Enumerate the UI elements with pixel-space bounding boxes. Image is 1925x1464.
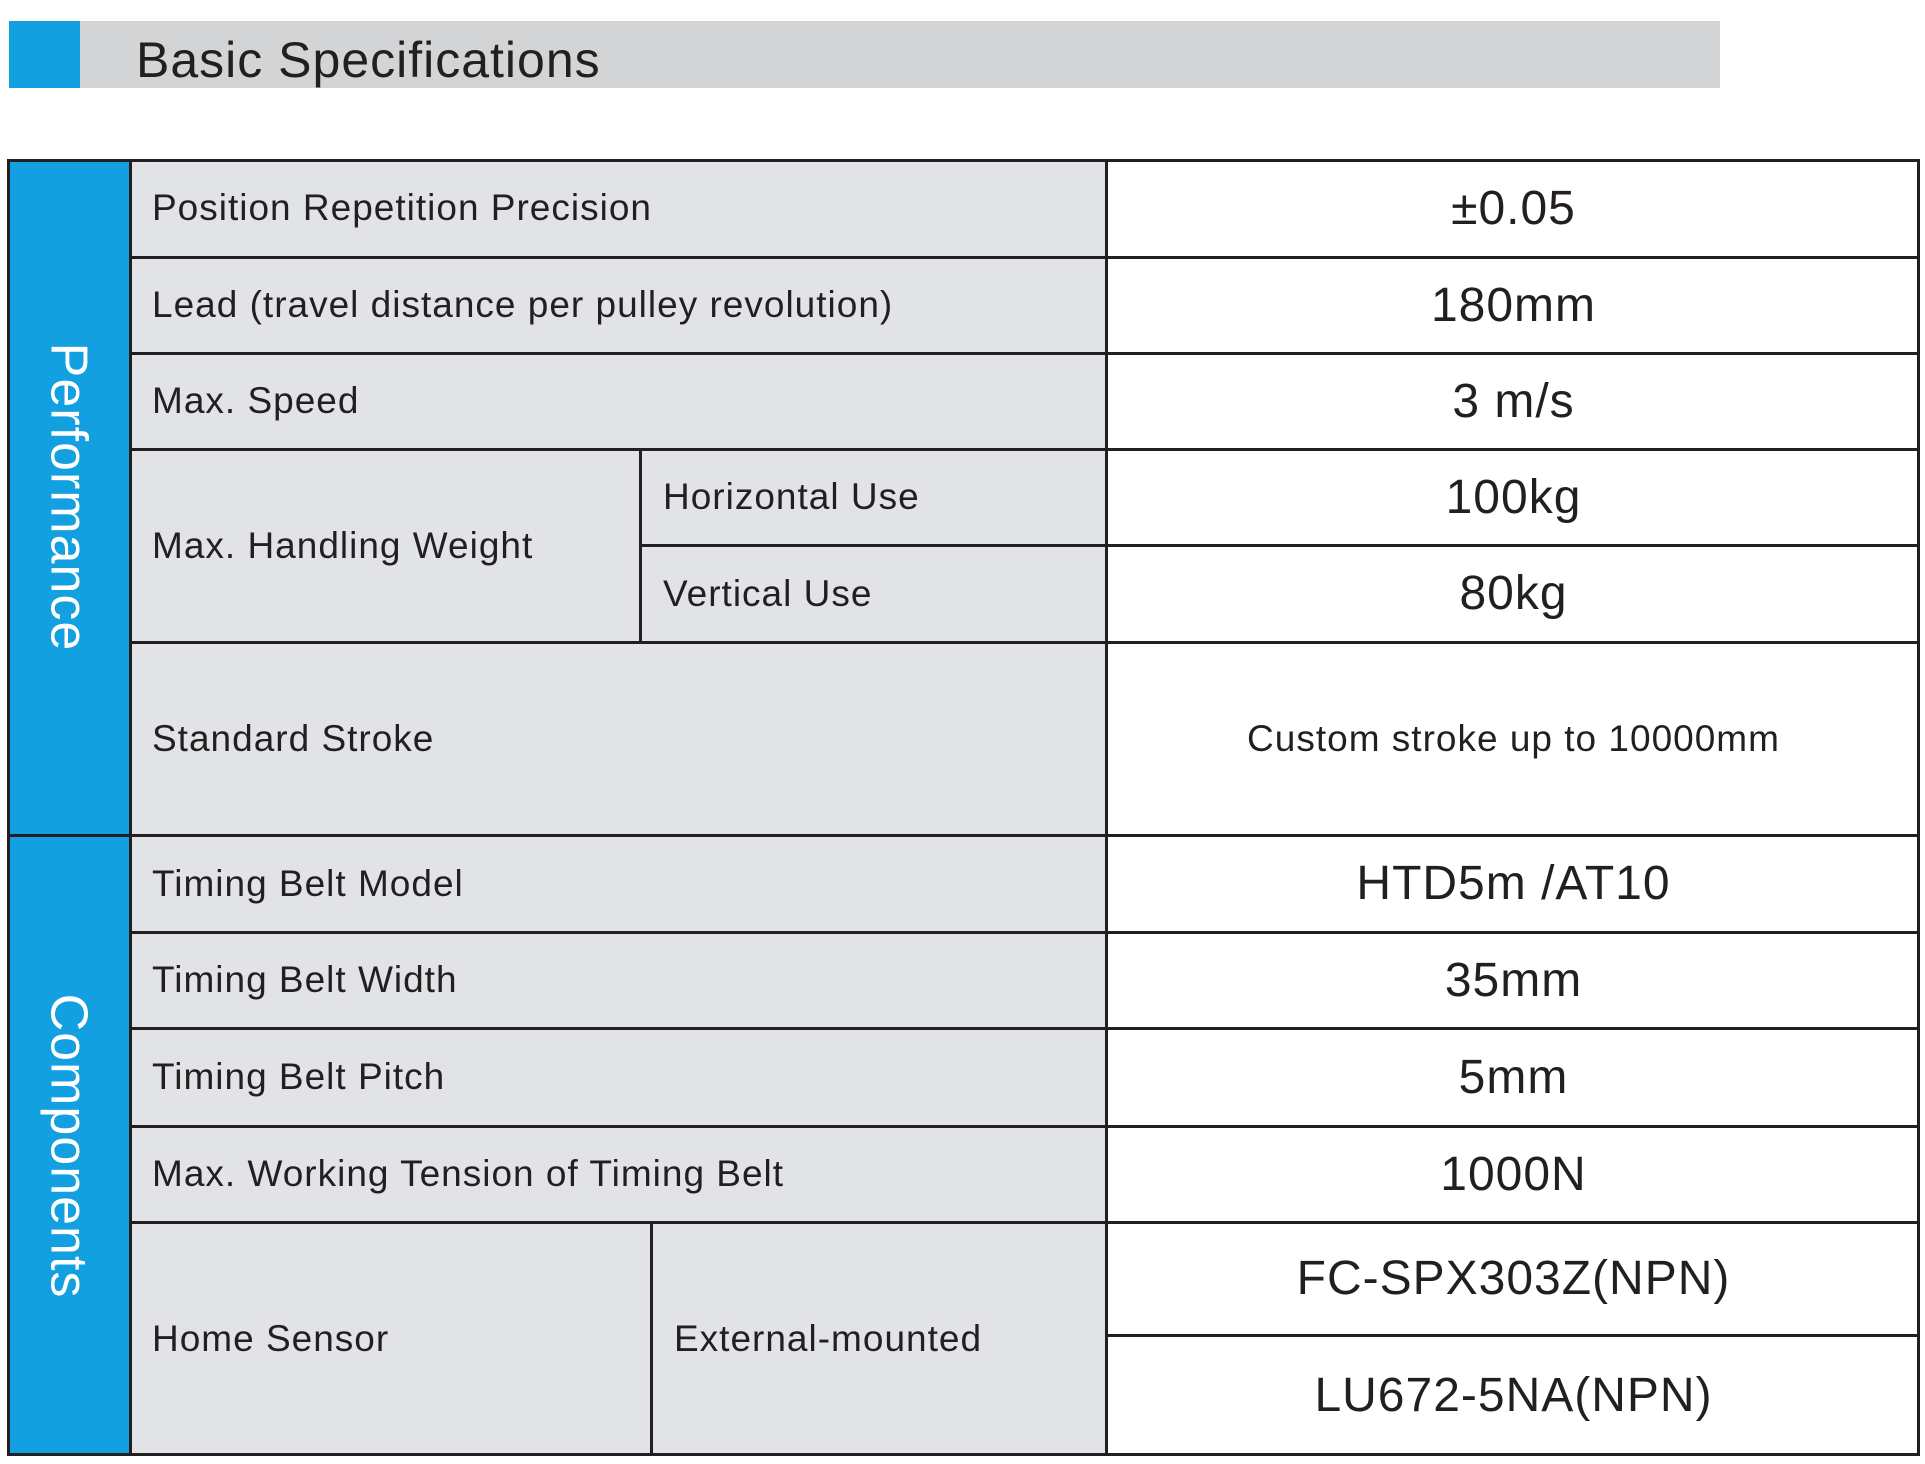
spec-table <box>7 159 1920 1456</box>
table-row-label <box>130 449 641 642</box>
lead-value: 180mm <box>1430 278 1597 332</box>
table-divider <box>130 1125 1920 1128</box>
group-performance-label: Performance <box>39 342 98 652</box>
standard-stroke-label: Standard Stroke <box>152 717 435 759</box>
table-divider <box>7 834 1920 837</box>
table-row-label <box>130 1222 652 1456</box>
table-row-value <box>1107 353 1920 449</box>
belt-tension-label: Max. Working Tension of Timing Belt <box>152 1153 785 1194</box>
belt-tension-value: 1000N <box>1440 1147 1587 1201</box>
horizontal-use-value: 100kg <box>1445 470 1582 524</box>
table-row-value <box>1107 1028 1920 1126</box>
table-row-value <box>1107 1126 1920 1222</box>
table-row-value <box>1107 642 1920 835</box>
table-divider <box>130 931 1920 934</box>
table-border-left <box>7 159 10 1456</box>
table-divider <box>1107 1334 1920 1337</box>
table-border-bottom <box>7 1453 1920 1456</box>
table-divider <box>130 1221 1920 1224</box>
table-divider <box>641 544 1920 547</box>
max-speed-value: 3 m/s <box>1452 374 1575 428</box>
table-row-value <box>1107 545 1920 642</box>
lead-label: Lead (travel distance per pulley revolution) <box>152 284 894 325</box>
belt-model-label: Timing Belt Model <box>152 862 464 904</box>
table-divider <box>130 448 1920 451</box>
table-divider <box>130 352 1920 355</box>
belt-pitch-label: Timing Belt Pitch <box>152 1056 446 1097</box>
handling-weight-label: Max. Handling Weight <box>152 524 534 566</box>
table-row-value <box>1107 1222 1920 1335</box>
table-row-label <box>130 1028 1107 1126</box>
header-accent-block <box>9 21 80 88</box>
external-mounted-label: External-mounted <box>674 1318 983 1359</box>
position-precision-value: ±0.05 <box>1451 181 1576 235</box>
belt-pitch-value: 5mm <box>1458 1050 1569 1104</box>
table-subrow-label <box>641 449 1107 545</box>
table-row-value <box>1107 449 1920 545</box>
table-row-label <box>130 932 1107 1028</box>
belt-width-value: 35mm <box>1444 953 1583 1007</box>
group-performance <box>7 159 130 835</box>
max-speed-label: Max. Speed <box>152 380 360 421</box>
vertical-use-value: 80kg <box>1459 567 1568 620</box>
table-row-value <box>1107 932 1920 1028</box>
table-divider <box>130 256 1920 259</box>
group-components <box>7 835 130 1456</box>
table-row-label <box>130 257 1107 353</box>
table-row-label <box>130 1126 1107 1222</box>
belt-width-label: Timing Belt Width <box>152 959 458 1000</box>
belt-model-value: HTD5m /AT10 <box>1356 857 1671 910</box>
table-row-value <box>1107 257 1920 353</box>
home-sensor-value-1: FC-SPX303Z(NPN) <box>1296 1252 1731 1305</box>
standard-stroke-value: Custom stroke up to 10000mm <box>1247 717 1780 759</box>
vertical-use-label: Vertical Use <box>663 572 873 614</box>
table-border-top <box>7 159 1920 162</box>
table-row-label <box>130 353 1107 449</box>
home-sensor-value-2: LU672-5NA(NPN) <box>1314 1369 1713 1422</box>
table-subrow-label <box>641 545 1107 642</box>
table-row-value <box>1107 835 1920 932</box>
table-row-value <box>1107 1335 1920 1456</box>
table-row-label <box>130 835 1107 932</box>
position-precision-label: Position Repetition Precision <box>152 187 652 228</box>
table-row-value <box>1107 159 1920 257</box>
horizontal-use-label: Horizontal Use <box>663 476 920 517</box>
table-subrow-label <box>652 1222 1107 1456</box>
table-row-label <box>130 159 1107 257</box>
table-divider <box>130 641 1920 644</box>
home-sensor-label: Home Sensor <box>152 1318 390 1359</box>
group-components-label: Components <box>39 993 98 1298</box>
page-title: Basic Specifications <box>136 32 601 88</box>
table-divider <box>650 1222 653 1456</box>
table-divider <box>130 1027 1920 1030</box>
table-row-label <box>130 642 1107 835</box>
